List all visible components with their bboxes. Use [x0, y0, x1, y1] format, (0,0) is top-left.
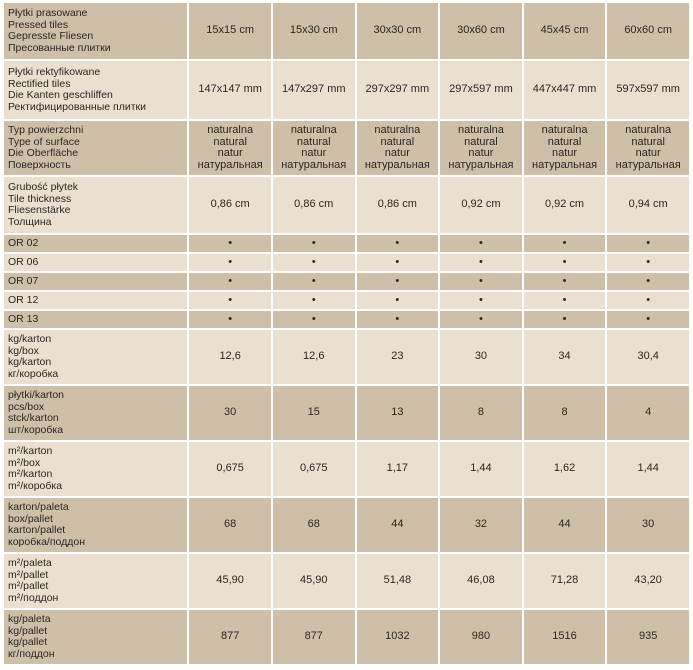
table-cell: naturalna natural natur натуральная — [273, 121, 355, 175]
table-row — [4, 386, 689, 440]
table-row — [4, 292, 689, 309]
availability-dot: • — [440, 254, 522, 271]
table-cell: 45,90 — [273, 554, 355, 608]
availability-dot: • — [189, 254, 271, 271]
table-cell: 15x15 cm — [189, 3, 271, 59]
row-label: Grubość płytek Tile thickness Fliesenstärke Толщина — [4, 177, 187, 233]
table-cell: 30,4 — [607, 330, 689, 384]
table-cell: naturalna natural natur натуральная — [440, 121, 522, 175]
table-cell: 0,94 cm — [607, 177, 689, 233]
availability-dot: • — [189, 235, 271, 252]
availability-dot: • — [607, 273, 689, 290]
availability-dot: • — [189, 311, 271, 328]
table-cell: 297x597 mm — [440, 61, 522, 119]
availability-dot: • — [524, 235, 606, 252]
table-row — [4, 61, 689, 119]
row-label: OR 07 — [4, 273, 187, 290]
tile-specifications-table — [2, 1, 691, 666]
table-cell: 4 — [607, 386, 689, 440]
row-label: Płytki rektyfikowane Rectified tiles Die Kanten geschliffen Ректифицированные плитки — [4, 61, 187, 119]
availability-dot: • — [524, 311, 606, 328]
table-cell: 0,86 cm — [189, 177, 271, 233]
availability-dot: • — [440, 292, 522, 309]
table-cell: 23 — [357, 330, 439, 384]
availability-dot: • — [440, 235, 522, 252]
availability-dot: • — [273, 235, 355, 252]
row-label: OR 12 — [4, 292, 187, 309]
table-cell: 1,44 — [607, 442, 689, 496]
row-label: karton/paleta box/pallet karton/pallet коробка/поддон — [4, 498, 187, 552]
table-cell: 15 — [273, 386, 355, 440]
table-cell: 34 — [524, 330, 606, 384]
table-cell: 447x447 mm — [524, 61, 606, 119]
table-cell: 13 — [357, 386, 439, 440]
table-row — [4, 3, 689, 59]
table-cell: 60x60 cm — [607, 3, 689, 59]
table-cell: 877 — [189, 610, 271, 664]
table-cell: 0,86 cm — [273, 177, 355, 233]
table-cell: 45,90 — [189, 554, 271, 608]
table-row — [4, 254, 689, 271]
availability-dot: • — [440, 273, 522, 290]
table-cell: 44 — [357, 498, 439, 552]
table-row — [4, 498, 689, 552]
table-cell: 935 — [607, 610, 689, 664]
table-cell: 147x297 mm — [273, 61, 355, 119]
table-cell: 15x30 cm — [273, 3, 355, 59]
table-row — [4, 235, 689, 252]
table-cell: 51,48 — [357, 554, 439, 608]
table-cell: 1516 — [524, 610, 606, 664]
table-cell: 30x30 cm — [357, 3, 439, 59]
table-cell: 0,675 — [189, 442, 271, 496]
table-cell: 8 — [440, 386, 522, 440]
table-body — [4, 3, 689, 664]
table-cell: 30 — [607, 498, 689, 552]
availability-dot: • — [524, 292, 606, 309]
table-cell: 0,675 — [273, 442, 355, 496]
table-cell: 297x297 mm — [357, 61, 439, 119]
table-cell: 12,6 — [189, 330, 271, 384]
table-cell: naturalna natural natur натуральная — [357, 121, 439, 175]
row-label: kg/karton kg/box kg/karton кг/коробка — [4, 330, 187, 384]
table-cell: 68 — [273, 498, 355, 552]
row-label: Typ powierzchni Type of surface Die Oberfläche Поверхность — [4, 121, 187, 175]
row-label: OR 02 — [4, 235, 187, 252]
table-cell: 1,17 — [357, 442, 439, 496]
table-cell: 1032 — [357, 610, 439, 664]
availability-dot: • — [607, 254, 689, 271]
table-cell: 71,28 — [524, 554, 606, 608]
table-cell: 1,44 — [440, 442, 522, 496]
availability-dot: • — [607, 311, 689, 328]
table-cell: 0,92 cm — [524, 177, 606, 233]
table-cell: naturalna natural natur натуральная — [524, 121, 606, 175]
table-cell: 1,62 — [524, 442, 606, 496]
availability-dot: • — [440, 311, 522, 328]
table-row — [4, 330, 689, 384]
table-row — [4, 121, 689, 175]
table-cell: 30 — [189, 386, 271, 440]
table-cell: 12,6 — [273, 330, 355, 384]
availability-dot: • — [524, 254, 606, 271]
table-row — [4, 311, 689, 328]
availability-dot: • — [357, 292, 439, 309]
row-label: m²/karton m²/box m²/karton m²/коробка — [4, 442, 187, 496]
table-row — [4, 177, 689, 233]
row-label: Płytki prasowane Pressed tiles Gepresste Fliesen Пресованные плитки — [4, 3, 187, 59]
availability-dot: • — [189, 273, 271, 290]
table-cell: naturalna natural natur натуральная — [607, 121, 689, 175]
availability-dot: • — [189, 292, 271, 309]
table-cell: 597x597 mm — [607, 61, 689, 119]
table-cell: 980 — [440, 610, 522, 664]
table-cell: 44 — [524, 498, 606, 552]
table-cell: 30 — [440, 330, 522, 384]
table-row — [4, 273, 689, 290]
table-cell: 46,08 — [440, 554, 522, 608]
availability-dot: • — [273, 311, 355, 328]
table-cell: 0,92 cm — [440, 177, 522, 233]
availability-dot: • — [607, 292, 689, 309]
row-label: OR 06 — [4, 254, 187, 271]
table-cell: 877 — [273, 610, 355, 664]
table-cell: 8 — [524, 386, 606, 440]
table-cell: 32 — [440, 498, 522, 552]
row-label: płytki/karton pcs/box stck/karton шт/коробка — [4, 386, 187, 440]
table-cell: 0,86 cm — [357, 177, 439, 233]
row-label: kg/paleta kg/pallet kg/pallet кг/поддон — [4, 610, 187, 664]
table-cell: 30x60 cm — [440, 3, 522, 59]
table-row — [4, 610, 689, 664]
table-row — [4, 554, 689, 608]
table-row — [4, 442, 689, 496]
availability-dot: • — [357, 273, 439, 290]
table-cell: naturalna natural natur натуральная — [189, 121, 271, 175]
availability-dot: • — [273, 254, 355, 271]
availability-dot: • — [273, 292, 355, 309]
table-cell: 43,20 — [607, 554, 689, 608]
table-cell: 68 — [189, 498, 271, 552]
table-cell: 147x147 mm — [189, 61, 271, 119]
availability-dot: • — [357, 311, 439, 328]
availability-dot: • — [607, 235, 689, 252]
availability-dot: • — [524, 273, 606, 290]
row-label: m²/paleta m²/pallet m²/pallet m²/поддон — [4, 554, 187, 608]
table-cell: 45x45 cm — [524, 3, 606, 59]
availability-dot: • — [273, 273, 355, 290]
availability-dot: • — [357, 254, 439, 271]
availability-dot: • — [357, 235, 439, 252]
row-label: OR 13 — [4, 311, 187, 328]
